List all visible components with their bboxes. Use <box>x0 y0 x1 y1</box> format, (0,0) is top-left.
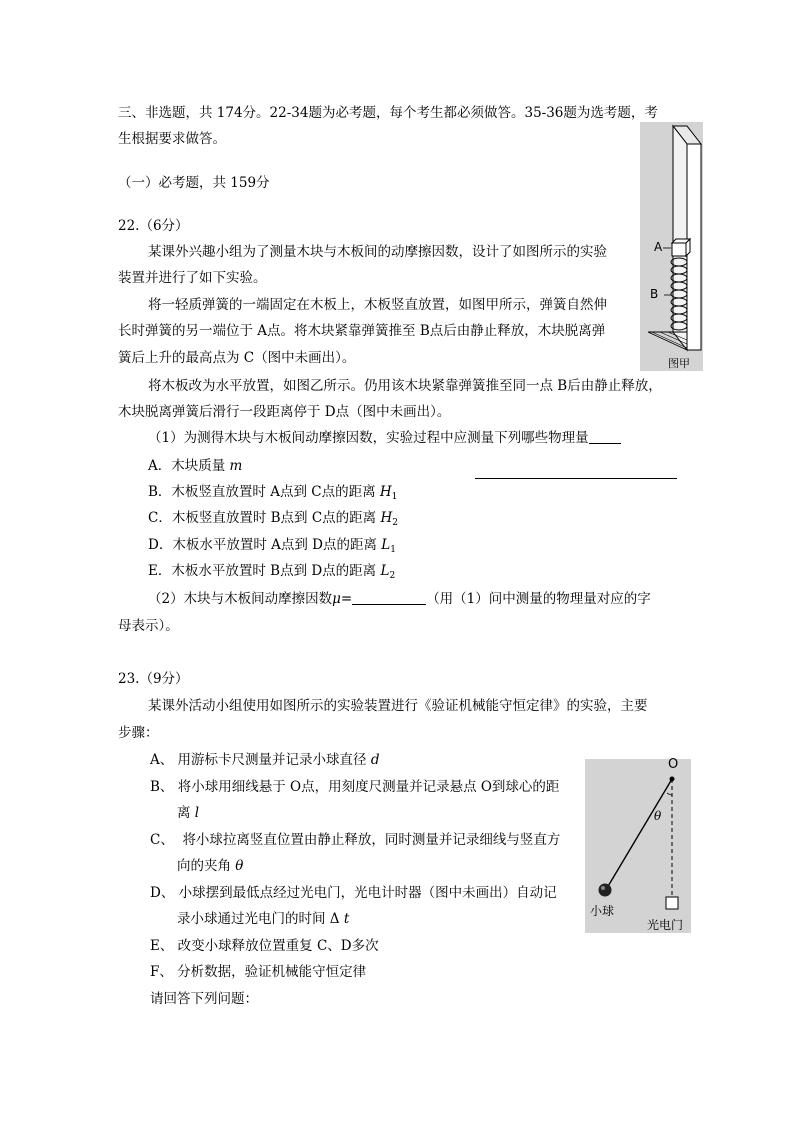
fig2-label-theta: θ <box>654 809 662 823</box>
q23-step-b-text-2: 离 <box>177 805 191 821</box>
q22-option-a[interactable] <box>148 457 242 475</box>
subsection-title: （一）必考题，共 159分 <box>118 175 270 191</box>
q22-part2-blank[interactable] <box>352 590 426 605</box>
figure-pendulum <box>585 759 691 933</box>
q23-step-c-text-2: 向的夹角 <box>177 858 231 874</box>
q23-step-a <box>150 751 380 769</box>
spring-board-diagram <box>640 122 703 371</box>
section-line-2: 生根据要求做答。 <box>118 131 226 147</box>
q23-step-a-var: d <box>370 752 380 768</box>
q22-para1-line2: 装置并进行了如下实验。 <box>118 270 267 286</box>
q22-part1-blank[interactable] <box>589 429 621 444</box>
q23-step-b-cont <box>177 804 199 822</box>
q22-option-b-text: B．木板竖直放置时 A点到 C点的距离 <box>148 484 376 500</box>
q23-step-c <box>150 831 560 849</box>
q22-option-d[interactable] <box>148 536 396 559</box>
fig2-label-gate: 光电门 <box>647 918 684 932</box>
q22-option-b[interactable] <box>148 483 397 506</box>
q22-option-d-text: D．木板水平放置时 A点到 D点的距离 <box>148 537 377 553</box>
q23-step-d-text-2: 录小球通过光电门的时间 Δ <box>177 911 340 927</box>
q22-para3-line1: 将木板改为水平放置，如图乙所示。仍用该木块紧靠弹簧推至同一点 B后由静止释放， <box>148 378 662 394</box>
q22-mu-symbol: μ <box>332 591 341 607</box>
q22-para1-line1: 某课外兴趣小组为了测量木块与木板间的动摩擦因数，设计了如图所示的实验 <box>148 244 607 260</box>
q22-option-e[interactable] <box>148 562 395 585</box>
section-line-1: 三、非选题，共 174分。22-34题为必考题，每个考生都必须做答。35-36题为选考题，考 <box>118 105 658 121</box>
fig1-label-a: A <box>654 240 663 254</box>
q23-step-e-mark: E、 <box>150 938 174 954</box>
q22-answer-line[interactable] <box>475 478 677 479</box>
q22-option-e-var: L <box>380 563 390 579</box>
q22-para2-line2: 长时弹簧的另一端位于 A点。将木块紧靠弹簧推至 B点后由静止释放，木块脱离弹 <box>118 323 606 339</box>
q22-option-c-text: C．木板竖直放置时 B点到 C点的距离 <box>148 510 377 526</box>
q23-step-c-mark: C、 <box>150 832 174 848</box>
q22-option-b-sub: 1 <box>391 492 398 502</box>
q23-para1-line1: 某课外活动小组使用如图所示的实验装置进行《验证机械能守恒定律》的实验，主要 <box>148 698 648 714</box>
q23-step-b-mark: B、 <box>150 779 174 795</box>
q23-step-d-mark: D、 <box>150 885 175 901</box>
q22-para2-line3: 簧后上升的最高点为 C（图中未画出）。 <box>118 350 356 366</box>
q23-step-e <box>150 937 379 955</box>
q23-step-d <box>150 884 557 902</box>
q22-header: 22.（6分） <box>118 218 189 234</box>
q23-step-d-var: t <box>343 911 350 927</box>
q22-option-d-var: L <box>381 537 391 553</box>
q22-part2-line2: 母表示）。 <box>118 618 179 634</box>
q22-part2 <box>148 590 651 608</box>
q22-part2-hint: （用（1）问中测量的物理量对应的字 <box>426 591 651 607</box>
q22-option-d-sub: 1 <box>390 545 396 555</box>
q22-equals: = <box>340 591 353 607</box>
q23-step-f <box>150 963 366 981</box>
q23-step-f-mark: F、 <box>150 964 173 980</box>
q23-step-a-mark: A、 <box>150 752 174 768</box>
q23-step-e-text: 改变小球释放位置重复 C、D多次 <box>177 938 379 954</box>
q22-option-a-var: m <box>229 458 243 474</box>
q22-option-b-var: H <box>379 484 392 500</box>
fig2-label-ball: 小球 <box>590 904 615 918</box>
q22-part1-text: （1）为测得木块与木板间动摩擦因数，实验过程中应测量下列哪些物理量 <box>148 430 589 446</box>
q22-part1 <box>148 429 621 447</box>
q23-step-b-text: 将小球用细线悬于 O点，用刻度尺测量并记录悬点 O到球心的距 <box>177 779 560 795</box>
fig1-caption: 图甲 <box>668 357 690 370</box>
q22-para3-line2: 木块脱离弹簧后滑行一段距离停于 D点（图中未画出）。 <box>118 404 451 420</box>
q23-closing: 请回答下列问题： <box>150 991 258 1007</box>
q23-step-c-cont <box>177 857 243 875</box>
q22-option-c-sub: 2 <box>392 518 398 528</box>
q23-step-c-var: θ <box>235 858 244 874</box>
q23-step-d-text: 小球摆到最低点经过光电门，光电计时器（图中未画出）自动记 <box>178 885 557 901</box>
q23-step-f-text: 分析数据，验证机械能守恒定律 <box>177 964 367 980</box>
fig2-label-o: O <box>668 757 679 772</box>
q23-para1-line2: 步骤： <box>118 725 159 741</box>
q22-option-c[interactable] <box>148 509 398 532</box>
q22-option-e-text: E．木板水平放置时 B点到 D点的距离 <box>148 563 377 579</box>
q23-step-b <box>150 778 559 796</box>
q23-step-c-text: 将小球拉离竖直位置由静止释放，同时测量并记录细线与竖直方 <box>182 832 561 848</box>
q23-step-b-var: l <box>194 805 200 821</box>
q22-option-e-sub: 2 <box>389 571 396 581</box>
q23-step-d-cont <box>177 910 349 928</box>
fig1-label-b: B <box>650 287 659 301</box>
q22-option-a-text: A．木块质量 <box>148 458 226 474</box>
q22-para2-line1: 将一轻质弹簧的一端固定在木板上，木板竖直放置，如图甲所示，弹簧自然伸 <box>148 297 607 313</box>
figure-spring-board <box>640 122 703 371</box>
q23-step-a-text: 用游标卡尺测量并记录小球直径 <box>177 752 367 768</box>
q22-part2-text: （2）木块与木板间动摩擦因数 <box>148 591 333 607</box>
q23-header: 23.（9分） <box>118 671 189 687</box>
q22-option-c-var: H <box>380 510 393 526</box>
